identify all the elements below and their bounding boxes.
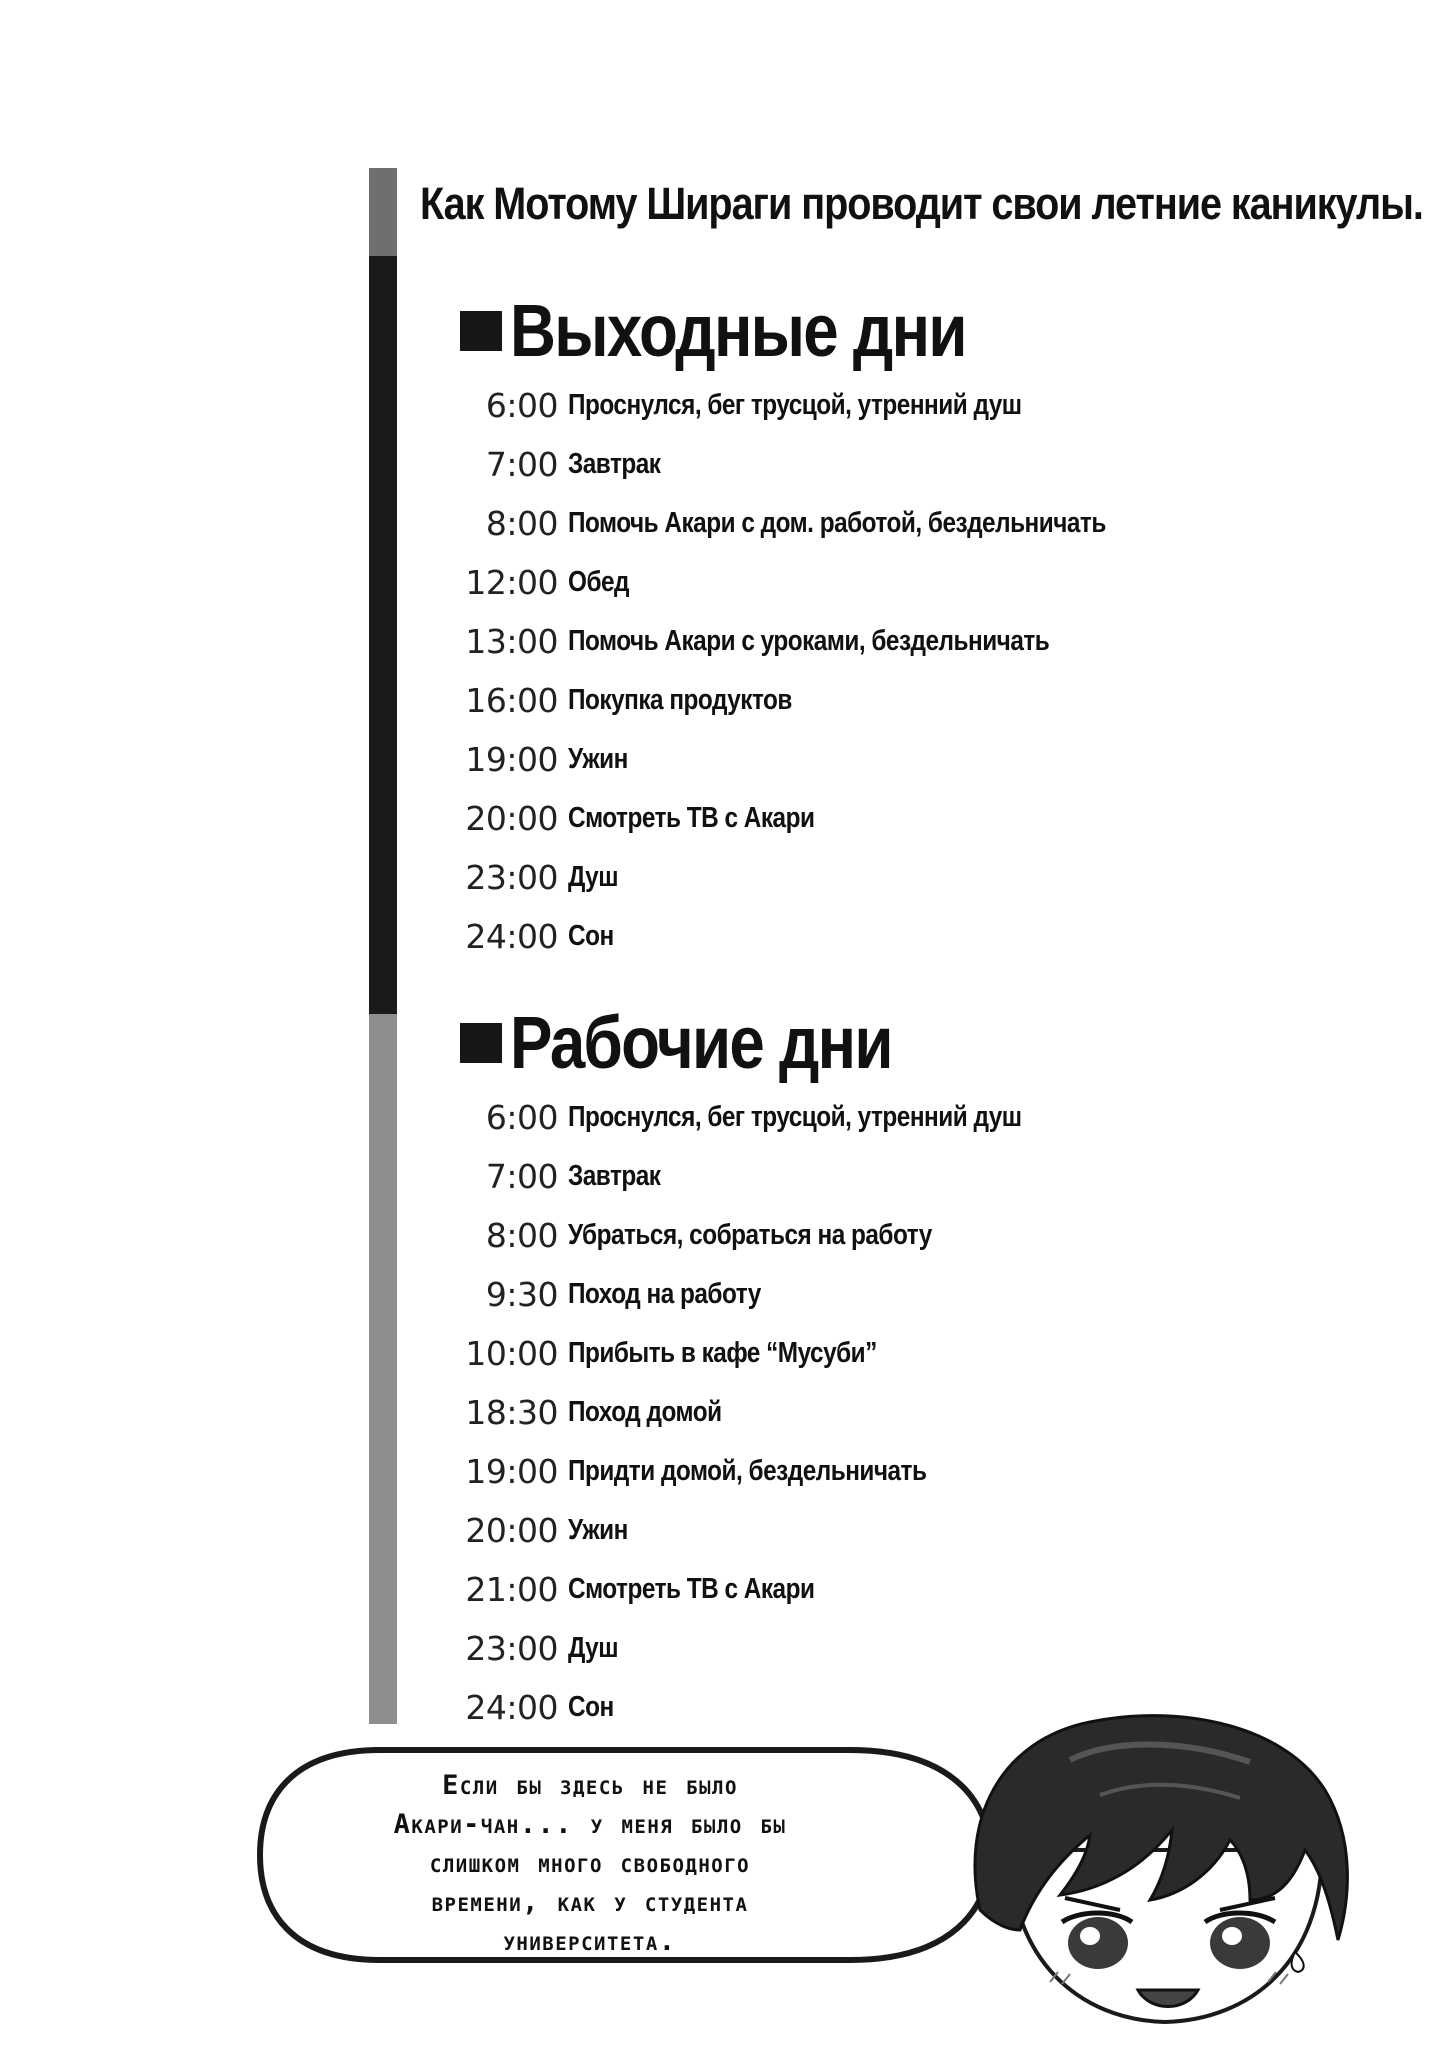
time-label: 9:30 — [485, 1275, 558, 1314]
activity-label: Сон — [568, 920, 614, 952]
activity-label: Придти домой, бездельничать — [568, 1455, 927, 1487]
weekend-heading-label: Выходные дни — [510, 289, 966, 372]
schedule-row — [440, 1623, 1340, 1682]
schedule-row — [440, 1387, 1340, 1446]
time-label: 20:00 — [465, 1511, 558, 1550]
time-label: 16:00 — [465, 681, 558, 720]
speech-line: времени, как у студента — [431, 1887, 749, 1918]
time-label: 20:00 — [465, 799, 558, 838]
page-title: Как Мотому Шираги проводит свои летние каникулы. — [420, 178, 1423, 229]
workdays-schedule — [440, 1092, 1340, 1741]
workdays-heading-label: Рабочие дни — [510, 1001, 892, 1084]
time-label: 21:00 — [465, 1570, 558, 1609]
activity-label: Проснулся, бег трусцой, утренний душ — [568, 389, 1022, 421]
speech-text — [300, 1766, 880, 1961]
speech-line: слишком много свободного — [429, 1848, 751, 1879]
activity-label: Прибыть в кафе “Мусуби” — [568, 1337, 877, 1369]
time-label: 24:00 — [465, 917, 558, 956]
schedule-row — [440, 675, 1340, 734]
activity-label: Поход на работу — [568, 1278, 761, 1310]
schedule-row — [440, 911, 1340, 970]
timeline-bar-top — [369, 168, 397, 256]
activity-label: Поход домой — [568, 1396, 722, 1428]
timeline-bar-workdays — [369, 1014, 397, 1724]
activity-label: Ужин — [568, 743, 628, 775]
schedule-row — [440, 1564, 1340, 1623]
time-label: 19:00 — [465, 740, 558, 779]
schedule-row — [440, 1505, 1340, 1564]
weekend-heading — [460, 288, 1040, 373]
time-label: 23:00 — [465, 858, 558, 897]
schedule-row — [440, 1269, 1340, 1328]
activity-label: Смотреть ТВ с Акари — [568, 802, 815, 834]
schedule-row — [440, 1092, 1340, 1151]
chibi-character-illustration — [950, 1700, 1370, 2030]
schedule-row — [440, 498, 1340, 557]
activity-label: Убраться, собраться на работу — [568, 1219, 932, 1251]
schedule-row — [440, 793, 1340, 852]
speech-line: Если бы здесь не было — [442, 1770, 738, 1801]
activity-label: Помочь Акари с уроками, бездельничать — [568, 625, 1050, 657]
schedule-row — [440, 852, 1340, 911]
activity-label: Ужин — [568, 1514, 628, 1546]
square-bullet-icon — [460, 1023, 502, 1063]
activity-label: Покупка продуктов — [568, 684, 792, 716]
schedule-row — [440, 1210, 1340, 1269]
speech-line: университета. — [503, 1926, 677, 1957]
timeline-bar-weekend — [369, 256, 397, 1014]
weekend-schedule — [440, 380, 1340, 970]
time-label: 24:00 — [465, 1688, 558, 1727]
activity-label: Душ — [568, 861, 618, 893]
time-label: 7:00 — [485, 1157, 558, 1196]
schedule-row — [440, 616, 1340, 675]
schedule-row — [440, 439, 1340, 498]
time-label: 6:00 — [485, 386, 558, 425]
activity-label: Сон — [568, 1691, 614, 1723]
time-label: 23:00 — [465, 1629, 558, 1668]
schedule-row — [440, 1446, 1340, 1505]
time-label: 12:00 — [465, 563, 558, 602]
activity-label: Обед — [568, 566, 629, 598]
activity-label: Душ — [568, 1632, 618, 1664]
schedule-row — [440, 1328, 1340, 1387]
time-label: 19:00 — [465, 1452, 558, 1491]
time-label: 8:00 — [485, 1216, 558, 1255]
activity-label: Проснулся, бег трусцой, утренний душ — [568, 1101, 1022, 1133]
activity-label: Смотреть ТВ с Акари — [568, 1573, 815, 1605]
time-label: 6:00 — [485, 1098, 558, 1137]
schedule-row — [440, 557, 1340, 616]
time-label: 8:00 — [485, 504, 558, 543]
activity-label: Помочь Акари с дом. работой, бездельничать — [568, 507, 1106, 539]
schedule-row — [440, 734, 1340, 793]
square-bullet-icon — [460, 311, 502, 351]
activity-label: Завтрак — [568, 1160, 661, 1192]
time-label: 10:00 — [465, 1334, 558, 1373]
time-label: 18:30 — [465, 1393, 558, 1432]
speech-line: Акари-чан... у меня было бы — [393, 1809, 787, 1840]
workdays-heading — [460, 1000, 954, 1085]
time-label: 7:00 — [485, 445, 558, 484]
activity-label: Завтрак — [568, 448, 661, 480]
schedule-row — [440, 380, 1340, 439]
time-label: 13:00 — [465, 622, 558, 661]
schedule-row — [440, 1151, 1340, 1210]
